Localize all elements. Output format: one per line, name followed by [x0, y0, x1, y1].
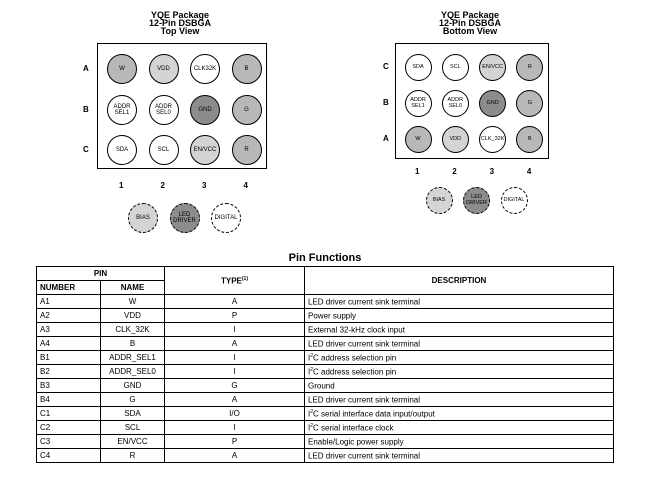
pin-ball [479, 90, 506, 117]
table-row [37, 393, 614, 407]
pin-number-cell: A4 [37, 337, 101, 351]
pin-description-cell [305, 421, 614, 435]
row-label: B [83, 104, 89, 114]
pin-type-cell: I/O [165, 407, 305, 421]
pin-name-cell: G [101, 393, 165, 407]
pin-description-cell [305, 407, 614, 421]
pin-ball [405, 90, 432, 117]
top-view-title-line: 12-Pin DSBGA [148, 18, 211, 28]
pin-name-cell: SDA [101, 407, 165, 421]
pin-functions-body [37, 295, 614, 463]
column-label: 2 [452, 167, 457, 176]
pin-ball [232, 54, 262, 84]
pin-label: SDA [412, 64, 424, 70]
legend-label: DIGITAL [503, 197, 525, 203]
table-row [37, 449, 614, 463]
pin-ball [149, 95, 179, 125]
pin-number-cell: A1 [37, 295, 101, 309]
pin-name-cell: R [101, 449, 165, 463]
legend-label: LED [471, 194, 482, 200]
pin-label: B [528, 136, 532, 142]
pin-label: GND [198, 106, 212, 113]
pin-label: ADDR [113, 103, 131, 110]
header-type-label: TYPE [220, 276, 242, 286]
row-label: A [83, 64, 89, 73]
column-label: 1 [415, 167, 420, 176]
header-number: NUMBER [37, 281, 101, 295]
pin-ball [232, 95, 262, 125]
legend-led-driver-swatch [170, 203, 200, 233]
description-text: C address selection pin [313, 353, 397, 363]
pin-ball [190, 54, 220, 84]
bottom-view-title-line: 12-Pin DSBGA [438, 18, 501, 28]
pin-label: SCL [157, 147, 170, 153]
pin-type-cell: A [165, 337, 305, 351]
pin-label: SEL1 [114, 109, 130, 116]
legend-led-driver-swatch [463, 187, 490, 214]
top-view-title-line: Top View [160, 26, 200, 36]
pin-number-cell: B1 [37, 351, 101, 365]
pin-ball [107, 95, 137, 125]
column-label: 3 [202, 181, 207, 190]
pin-functions-table [36, 266, 614, 463]
pin-label: SEL1 [411, 103, 425, 109]
description-superscript: 2 [310, 352, 314, 359]
table-row [37, 421, 614, 435]
pin-ball [442, 54, 469, 81]
legend-label: BIAS [432, 197, 446, 203]
description-text: LED driver current sink terminal [308, 339, 421, 349]
column-label: 4 [526, 167, 532, 176]
pin-number-cell: A2 [37, 309, 101, 323]
legend-bias-swatch [426, 187, 453, 214]
pin-name-cell: EN/VCC [101, 435, 165, 449]
pin-name-cell: VDD [101, 309, 165, 323]
pin-ball [405, 126, 432, 153]
legend-bias-swatch [128, 203, 158, 233]
pin-name-cell: CLK_32K [101, 323, 165, 337]
pin-name-cell: ADDR_SEL0 [101, 365, 165, 379]
bottom-view-title [410, 11, 530, 35]
pin-type-cell: G [165, 379, 305, 393]
pin-name-cell: SCL [101, 421, 165, 435]
pin-label: G [244, 106, 249, 113]
legend-digital-swatch [211, 203, 241, 233]
legend-label: DRIVER [466, 200, 487, 206]
pin-label: W [119, 66, 125, 72]
description-text: External 32-kHz clock input [308, 325, 405, 335]
pin-ball [405, 54, 432, 81]
pin-type-cell: P [165, 309, 305, 323]
pin-type-cell: P [165, 435, 305, 449]
column-label: 3 [489, 167, 495, 176]
description-prefix: I [308, 423, 311, 433]
pin-type-cell: I [165, 323, 305, 337]
pin-ball [442, 126, 469, 153]
pin-label: CLK_32K [480, 136, 505, 142]
pin-ball [107, 135, 137, 165]
pin-number-cell: C2 [37, 421, 101, 435]
header-type-footnote: (1) [241, 275, 249, 282]
table-header-row [37, 267, 614, 281]
pin-type-cell: A [165, 393, 305, 407]
pin-ball [107, 54, 137, 84]
legend-label: DRIVER [173, 218, 196, 224]
pin-description-cell [305, 449, 614, 463]
pin-number-cell: B2 [37, 365, 101, 379]
table-row [37, 337, 614, 351]
legend-label: LED [178, 212, 191, 218]
pin-number-cell: C3 [37, 435, 101, 449]
pin-label: SEL0 [448, 103, 463, 109]
pin-functions-title: Pin Functions [288, 252, 362, 264]
pin-number-cell: B4 [37, 393, 101, 407]
description-prefix: I [308, 409, 311, 419]
pin-description-cell [305, 365, 614, 379]
pin-label: W [415, 136, 421, 142]
legend-label: BIAS [136, 215, 150, 221]
pin-ball [516, 126, 543, 153]
pin-number-cell: C1 [37, 407, 101, 421]
header-pin: PIN [37, 267, 165, 281]
pin-label: G [527, 100, 533, 106]
pin-label: VDD [449, 136, 462, 142]
bottom-view-title-line: Bottom View [442, 26, 498, 36]
pin-type-cell: I [165, 421, 305, 435]
row-label: C [83, 145, 89, 154]
pin-ball [516, 54, 543, 81]
pin-ball [442, 90, 469, 117]
description-text: LED driver current sink terminal [308, 395, 421, 405]
pin-label: R [244, 147, 249, 153]
pin-label: R [527, 64, 532, 70]
pin-label: CLK32K [193, 66, 217, 72]
legend-digital-swatch [501, 187, 528, 214]
table-row [37, 351, 614, 365]
column-label: 1 [119, 181, 124, 190]
pin-description-cell [305, 379, 614, 393]
pin-description-cell [305, 295, 614, 309]
legend-label: DIGITAL [214, 215, 238, 221]
description-text: C serial interface clock [313, 423, 394, 433]
pin-label: SEL0 [156, 109, 171, 116]
pin-number-cell: B3 [37, 379, 101, 393]
header-type [165, 267, 305, 295]
pin-description-cell [305, 337, 614, 351]
pin-ball [190, 135, 220, 165]
table-row [37, 365, 614, 379]
table-row [37, 309, 614, 323]
pin-label: VDD [157, 66, 170, 72]
header-description: DESCRIPTION [305, 267, 614, 295]
pin-label: EN/VCC [193, 147, 217, 153]
description-prefix: I [308, 353, 311, 363]
pin-description-cell [305, 323, 614, 337]
description-text: LED driver current sink terminal [308, 451, 421, 461]
pin-ball [149, 135, 179, 165]
pin-description-cell [305, 309, 614, 323]
pin-ball [479, 126, 506, 153]
pin-ball [232, 135, 262, 165]
pin-ball [516, 90, 543, 117]
pin-ball [190, 95, 220, 125]
description-superscript: 2 [310, 422, 314, 429]
pin-label: ADDR [154, 103, 172, 110]
column-label: 2 [160, 181, 165, 190]
top-view-title [120, 11, 240, 35]
pin-description-cell [305, 351, 614, 365]
pin-label: ADDR [447, 97, 464, 103]
description-text: Power supply [308, 311, 357, 321]
pin-type-cell: A [165, 295, 305, 309]
description-superscript: 2 [310, 366, 314, 373]
column-label: 4 [243, 181, 248, 190]
row-label: B [383, 98, 389, 107]
pin-ball [479, 54, 506, 81]
header-name: NAME [101, 281, 165, 295]
pin-label: SDA [115, 147, 129, 153]
description-text: C serial interface data input/output [313, 409, 435, 419]
pin-label: SCL [449, 64, 461, 70]
pin-label: ADDR [410, 97, 426, 103]
pin-description-cell [305, 393, 614, 407]
pin-number-cell: A3 [37, 323, 101, 337]
pin-type-cell: I [165, 351, 305, 365]
top-view-title-line: YQE Package [150, 10, 210, 20]
table-row [37, 407, 614, 421]
description-text: Ground [308, 381, 335, 391]
pin-name-cell: B [101, 337, 165, 351]
bottom-view-title-line: YQE Package [440, 10, 500, 20]
pin-type-cell: A [165, 449, 305, 463]
row-label: C [383, 62, 389, 71]
pin-name-cell: W [101, 295, 165, 309]
table-row [37, 435, 614, 449]
description-prefix: I [308, 367, 311, 377]
pin-ball [149, 54, 179, 84]
pin-label: EN/VCC [482, 64, 503, 70]
table-row [37, 379, 614, 393]
description-text: C address selection pin [313, 367, 397, 377]
pin-name-cell: ADDR_SEL1 [101, 351, 165, 365]
pin-type-cell: I [165, 365, 305, 379]
pin-label: GND [486, 100, 499, 106]
table-row [37, 295, 614, 309]
description-text: LED driver current sink terminal [308, 297, 421, 307]
pin-name-cell: GND [101, 379, 165, 393]
description-text: Enable/Logic power supply [308, 437, 404, 447]
description-superscript: 2 [310, 408, 314, 415]
row-label: A [383, 134, 389, 143]
pin-label: B [244, 66, 249, 72]
pin-description-cell [305, 435, 614, 449]
pin-number-cell: C4 [37, 449, 101, 463]
table-row [37, 323, 614, 337]
